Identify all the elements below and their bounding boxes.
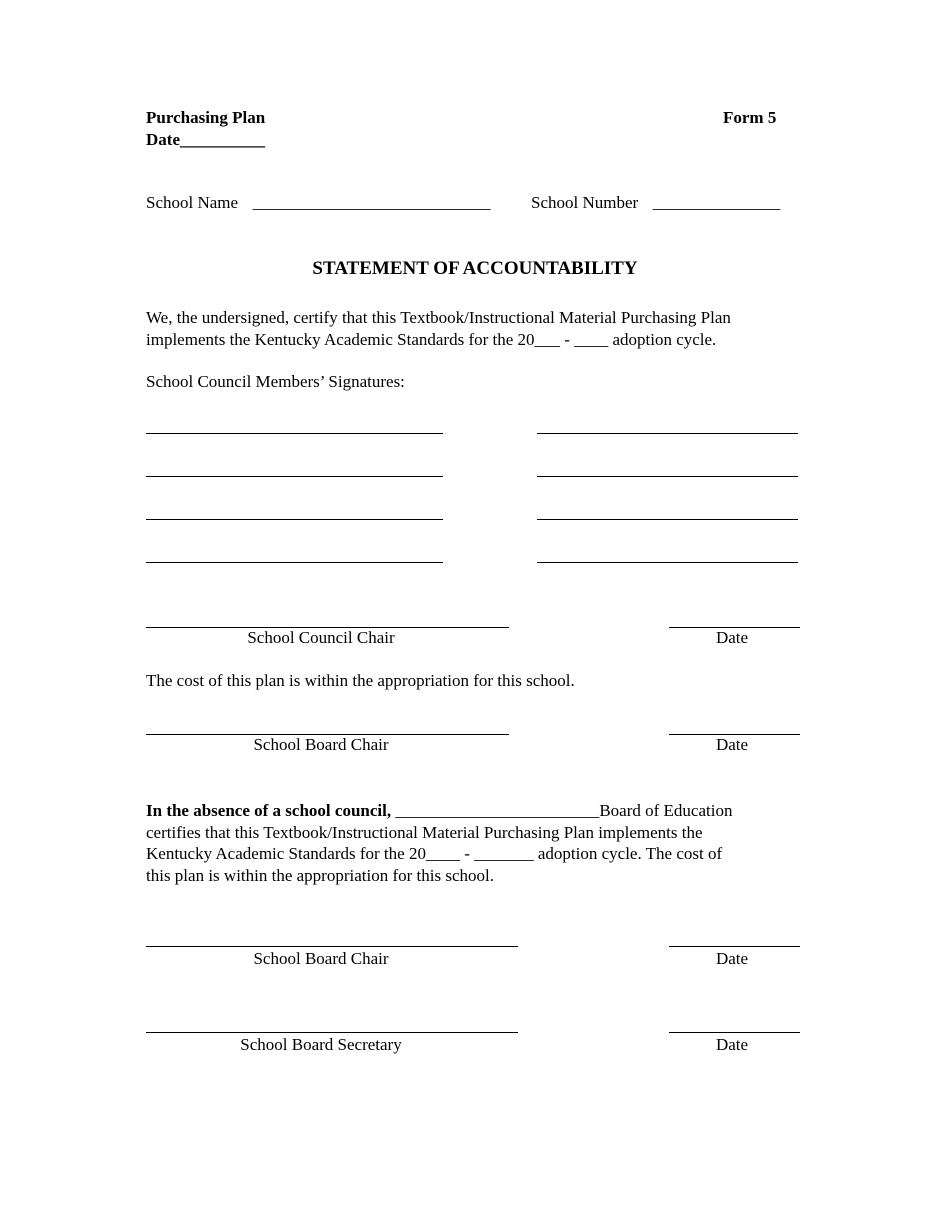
- board-secretary-label: School Board Secretary: [240, 1035, 402, 1054]
- page-title: STATEMENT OF ACCOUNTABILITY: [312, 258, 638, 279]
- board-chair-label: School Board Chair: [253, 735, 389, 754]
- school-number-row: [531, 193, 780, 213]
- council-signature-line-7[interactable]: [146, 562, 443, 563]
- purchasing-plan-label: Purchasing Plan: [146, 108, 266, 127]
- board-chair-2-label: School Board Chair: [253, 949, 389, 968]
- certification-line-1: We, the undersigned, certify that this Textbook/Instructional Material Purchasing Plan: [146, 308, 731, 327]
- council-chair-label: School Council Chair: [247, 628, 395, 647]
- school-number-field[interactable]: _______________: [652, 193, 781, 212]
- board-secretary-signature-line[interactable]: [146, 1032, 518, 1033]
- absence-line-1: [146, 800, 732, 822]
- board-of-education-field[interactable]: ________________________Board of Education: [391, 801, 733, 820]
- absence-bold-lead: In the absence of a school council,: [146, 801, 392, 820]
- council-chair-date-label: Date: [715, 628, 749, 647]
- absence-line-2: certifies that this Textbook/Instructional Material Purchasing Plan implements the: [146, 822, 703, 842]
- board-secretary-date-line[interactable]: [669, 1032, 800, 1033]
- board-chair-date-label: Date: [715, 735, 749, 754]
- board-chair-2-date-line[interactable]: [669, 946, 800, 947]
- school-name-label: School Name: [146, 193, 239, 212]
- school-number-label: School Number: [531, 193, 639, 212]
- date-field[interactable]: Date__________: [146, 130, 265, 149]
- board-chair-2-signature-line[interactable]: [146, 946, 518, 947]
- certification-paragraph: [146, 307, 731, 350]
- council-signature-line-2[interactable]: [537, 433, 798, 434]
- absence-paragraph: [146, 800, 732, 886]
- absence-line-4: this plan is within the appropriation for this school.: [146, 865, 494, 885]
- board-chair-2-date-label: Date: [715, 949, 749, 968]
- council-signature-line-8[interactable]: [537, 562, 798, 563]
- absence-line-3: Kentucky Academic Standards for the 20____ - _______ adoption cycle. The cost of: [146, 844, 723, 863]
- form-number-label: Form 5: [723, 108, 777, 127]
- council-signature-line-5[interactable]: [146, 519, 443, 520]
- council-signature-line-6[interactable]: [537, 519, 798, 520]
- school-name-field[interactable]: ____________________________: [252, 193, 491, 212]
- board-secretary-date-label: Date: [715, 1035, 749, 1054]
- signatures-label: School Council Members’ Signatures:: [146, 372, 405, 391]
- certification-line-2: implements the Kentucky Academic Standards for the 20___ - ____ adoption cycle.: [146, 329, 717, 349]
- council-signature-line-1[interactable]: [146, 433, 443, 434]
- school-name-row: [146, 193, 491, 213]
- cost-statement: The cost of this plan is within the appropriation for this school.: [146, 671, 575, 690]
- council-signature-line-3[interactable]: [146, 476, 443, 477]
- council-signature-line-4[interactable]: [537, 476, 798, 477]
